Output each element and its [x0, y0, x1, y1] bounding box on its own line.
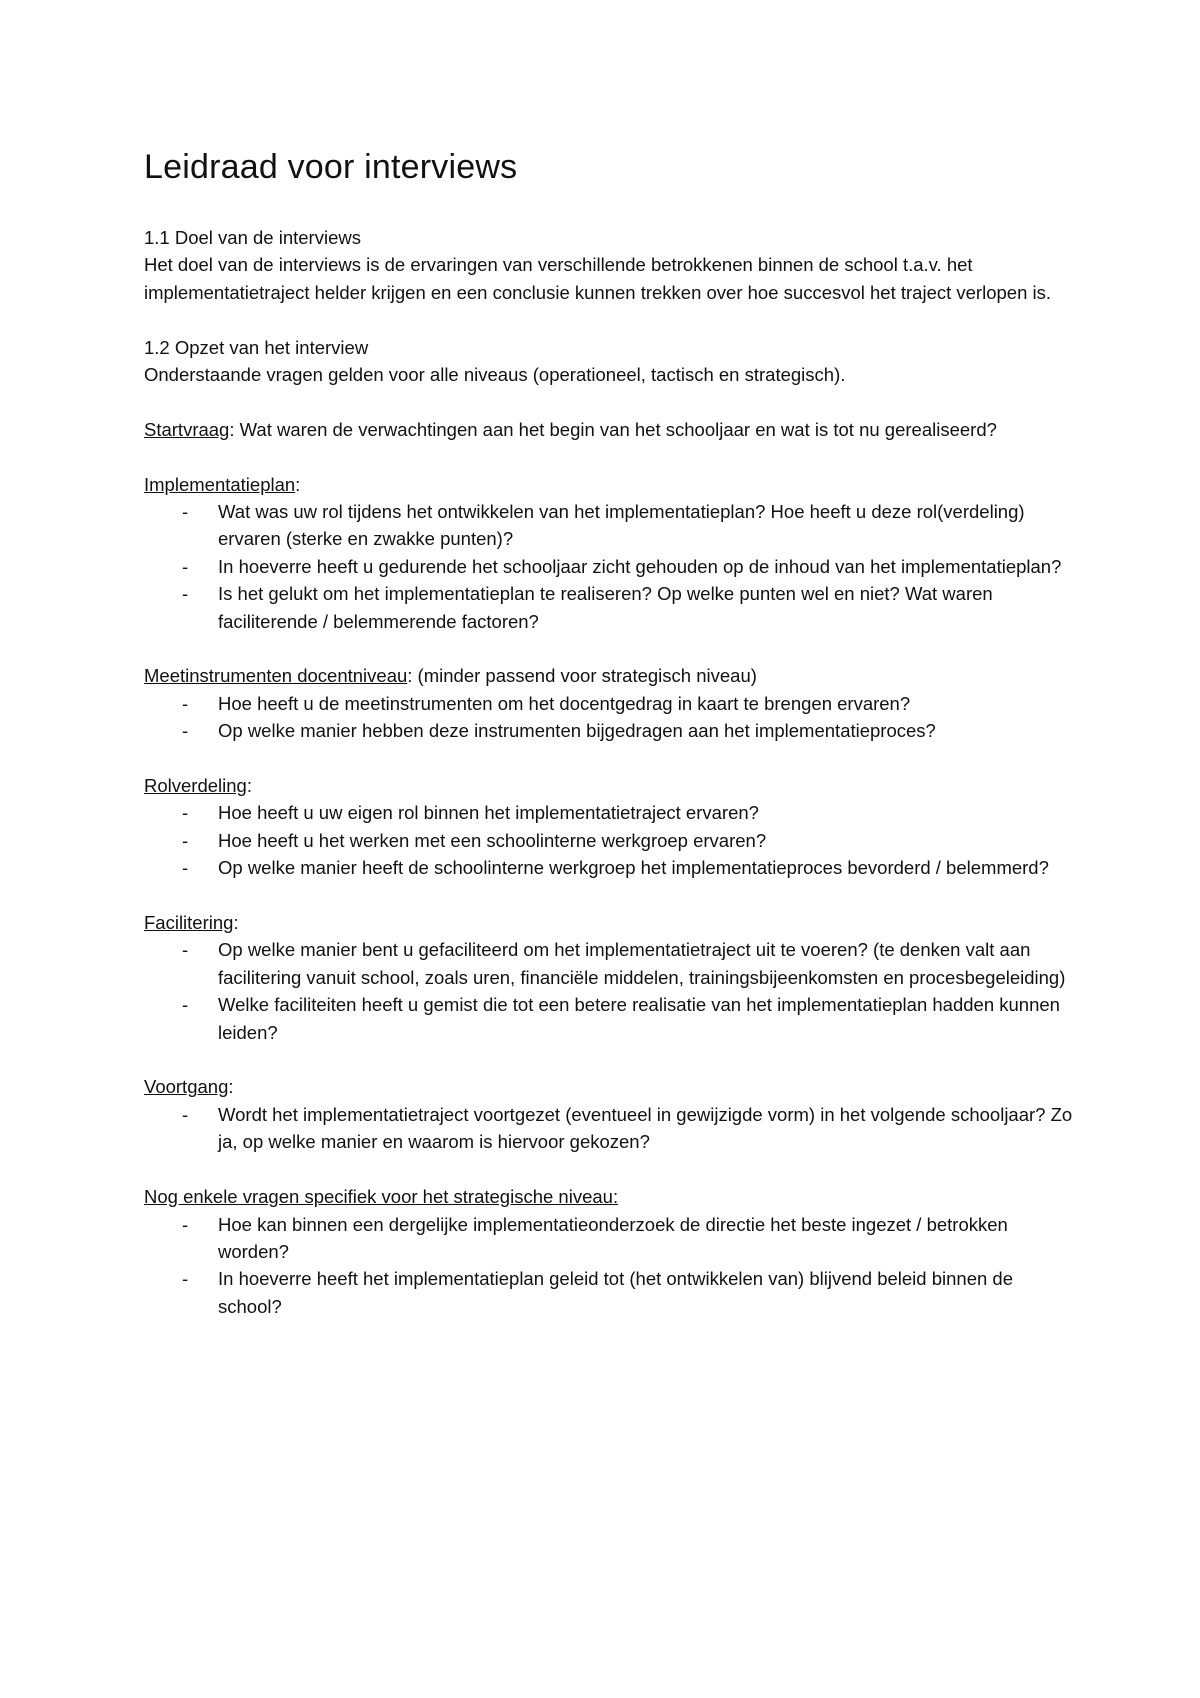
section-text: Onderstaande vragen gelden voor alle niveaus (operationeel, tactisch en strategisch).: [144, 364, 846, 386]
dash-bullet: -: [182, 501, 189, 523]
topic-facilitering: [144, 909, 1074, 1046]
list-item: [144, 690, 1074, 717]
question-list: [144, 1211, 1074, 1321]
list-item: [144, 827, 1074, 854]
topic-label: Rolverdeling: [144, 775, 247, 797]
dash-bullet: -: [182, 857, 189, 879]
topic-voortgang: [144, 1073, 1074, 1155]
question-text: Is het gelukt om het implementatieplan te realiseren? Op welke punten wel en niet? Wat waren faciliterende / belemmerende factoren?: [218, 583, 993, 632]
dash-bullet: -: [182, 939, 189, 961]
section-heading: 1.1 Doel van de interviews: [144, 227, 361, 248]
topic-label: Voortgang: [144, 1076, 229, 1098]
dash-bullet: -: [182, 1213, 189, 1235]
topic-meetinstrumenten: [144, 662, 1074, 744]
list-item: [144, 1101, 1074, 1156]
startvraag-label: Startvraag: [144, 418, 230, 440]
dash-bullet: -: [182, 720, 189, 742]
question-text: Op welke manier bent u gefaciliteerd om het implementatietraject uit te voeren? (te denken valt aan facilitering vanuit school, zoals uren, financiële middelen, trainingsbijeenkomsten en procesbegeleiding): [218, 939, 1066, 988]
topic-suffix: :: [246, 775, 252, 797]
question-text: Op welke manier heeft de schoolinterne werkgroep het implementatieproces bevorderd / belemmerd?: [218, 857, 1049, 879]
dash-bullet: -: [182, 829, 189, 851]
question-text: Op welke manier hebben deze instrumenten bijgedragen aan het implementatieproces?: [218, 720, 936, 742]
question-text: Hoe heeft u uw eigen rol binnen het implementatietraject ervaren?: [218, 802, 759, 824]
question-list: [144, 498, 1074, 635]
topic-label: Nog enkele vragen specifiek voor het strategische niveau:: [144, 1186, 619, 1208]
topic-rolverdeling: [144, 772, 1074, 882]
list-item: [144, 799, 1074, 826]
list-item: [144, 580, 1074, 635]
question-list: [144, 690, 1074, 745]
list-item: [144, 936, 1074, 991]
question-list: [144, 1101, 1074, 1156]
list-item: [144, 717, 1074, 744]
dash-bullet: -: [182, 1103, 189, 1125]
topic-suffix: :: [295, 473, 301, 495]
list-item: [144, 854, 1074, 881]
document-title: Leidraad voor interviews: [144, 148, 518, 186]
topic-label: Implementatieplan: [144, 473, 296, 495]
topic-suffix: : (minder passend voor strategisch niveau): [407, 665, 757, 687]
topic-label: Facilitering: [144, 912, 234, 934]
question-text: Wordt het implementatietraject voortgezet (eventueel in gewijzigde vorm) in het volgende schooljaar? Zo ja, op welke manier en waarom is hiervoor gekozen?: [218, 1103, 1073, 1153]
topic-suffix: :: [233, 912, 239, 934]
section-doel: [144, 224, 1074, 306]
dash-bullet: -: [182, 994, 189, 1016]
section-opzet: [144, 334, 1074, 389]
list-item: [144, 1265, 1074, 1320]
document-page: [144, 150, 1074, 1348]
question-text: Wat was uw rol tijdens het ontwikkelen van het implementatieplan? Hoe heeft u deze rol(verdeling) ervaren (sterke en zwakke punten)?: [218, 501, 1025, 550]
question-text: In hoeverre heeft het implementatieplan geleid tot (het ontwikkelen van) blijvend beleid binnen de school?: [218, 1268, 1013, 1317]
question-list: [144, 936, 1074, 1046]
dash-bullet: -: [182, 1268, 189, 1290]
topic-label: Meetinstrumenten docentniveau: [144, 665, 408, 687]
dash-bullet: -: [182, 555, 189, 577]
section-heading: 1.2 Opzet van het interview: [144, 336, 369, 358]
question-list: [144, 799, 1074, 881]
list-item: [144, 498, 1074, 553]
question-text: Hoe heeft u het werken met een schoolinterne werkgroep ervaren?: [218, 829, 767, 851]
list-item: [144, 991, 1074, 1046]
topic-strategisch: [144, 1183, 1074, 1320]
dash-bullet: -: [182, 692, 189, 714]
dash-bullet: -: [182, 583, 189, 605]
topic-suffix: :: [228, 1076, 234, 1098]
topic-implementatieplan: [144, 471, 1074, 635]
question-text: Hoe heeft u de meetinstrumenten om het docentgedrag in kaart te brengen ervaren?: [218, 692, 911, 714]
list-item: [144, 553, 1074, 580]
question-text: Hoe kan binnen een dergelijke implementatieonderzoek de directie het beste ingezet / betrokken worden?: [218, 1213, 1008, 1262]
startvraag-text: : Wat waren de verwachtingen aan het begin van het schooljaar en wat is tot nu gerealiseerd?: [229, 418, 997, 440]
question-text: In hoeverre heeft u gedurende het schooljaar zicht gehouden op de inhoud van het implementatieplan?: [218, 555, 1062, 577]
question-text: Welke faciliteiten heeft u gemist die tot een betere realisatie van het implementatieplan hadden kunnen leiden?: [218, 994, 1060, 1043]
startvraag: [144, 416, 1074, 443]
dash-bullet: -: [182, 802, 189, 824]
list-item: [144, 1211, 1074, 1266]
section-text: Het doel van de interviews is de ervaringen van verschillende betrokkenen binnen de school t.a.v. het implementatietraject helder krijgen en een conclusie kunnen trekken over hoe succesvol het traject verlopen is.: [144, 254, 1051, 303]
